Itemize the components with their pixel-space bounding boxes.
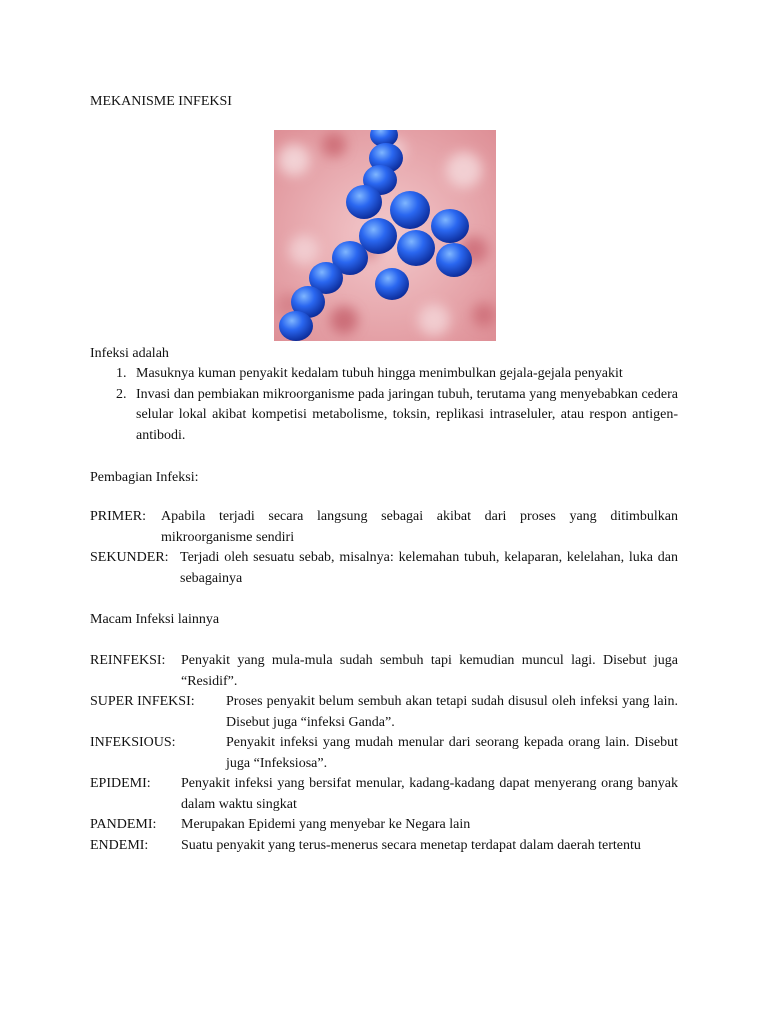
term-label: PRIMER:	[90, 509, 147, 524]
term-description: Merupakan Epidemi yang menyebar ke Negara lain	[181, 817, 471, 832]
list-number: 1.	[116, 366, 127, 381]
bacteria-illustration	[274, 130, 496, 341]
section-title-pembagian: Pembagian Infeksi:	[90, 470, 199, 485]
term-description: Penyakit infeksi yang bersifat menular, kadang-kadang dapat menyerang orang banyak dalam waktu singkat	[181, 776, 678, 812]
list-item	[90, 385, 678, 447]
intro-label: Infeksi adalah	[90, 346, 169, 361]
term-description: Terjadi oleh sesuatu sebab, misalnya: kelemahan tubuh, kelaparan, kelelahan, luka dan sebagainya	[180, 550, 678, 586]
term-description: Penyakit yang mula-mula sudah sembuh tapi kemudian muncul lagi. Disebut juga “Residif”.	[181, 653, 678, 689]
term-label: REINFEKSI:	[90, 653, 166, 668]
definition-epidemi	[90, 774, 678, 815]
term-description: Suatu penyakit yang terus-menerus secara menetap terdapat dalam daerah tertentu	[181, 838, 641, 853]
term-description: Proses penyakit belum sembuh akan tetapi sudah disusul oleh infeksi yang lain. Disebut juga “infeksi Ganda”.	[226, 694, 678, 730]
definition-reinfeksi	[90, 651, 678, 692]
definition-pandemi	[90, 815, 678, 836]
definition-primer	[90, 507, 678, 548]
list-number: 2.	[116, 386, 127, 402]
definition-sekunder	[90, 548, 678, 589]
definition-infeksious	[90, 733, 678, 774]
list-text: Invasi dan pembiakan mikroorganisme pada jaringan tubuh, terutama yang menyebabkan cedera selular lokal akibat kompetisi metabolisme, toksin, replikasi intraseluler, atau respon antigen-antibodi.	[136, 386, 678, 443]
term-label: SUPER INFEKSI:	[90, 694, 195, 709]
term-label: ENDEMI:	[90, 838, 149, 853]
definition-list	[90, 364, 678, 446]
bacteria-image	[274, 130, 496, 341]
list-text: Masuknya kuman penyakit kedalam tubuh hingga menimbulkan gejala-gejala penyakit	[136, 366, 623, 381]
section-title-macam: Macam Infeksi lainnya	[90, 612, 220, 627]
term-label: PANDEMI:	[90, 817, 157, 832]
list-item	[90, 364, 678, 385]
definition-super-infeksi	[90, 692, 678, 733]
page-title: MEKANISME INFEKSI	[90, 94, 232, 109]
term-description: Penyakit infeksi yang mudah menular dari seorang kepada orang lain. Disebut juga “Infeksiosa”.	[226, 735, 678, 771]
term-label: INFEKSIOUS:	[90, 735, 176, 750]
term-label: EPIDEMI:	[90, 776, 151, 791]
term-description: Apabila terjadi secara langsung sebagai akibat dari proses yang ditimbulkan mikroorganisme sendiri	[161, 509, 678, 545]
term-label: SEKUNDER:	[90, 550, 169, 565]
definition-endemi	[90, 836, 678, 857]
